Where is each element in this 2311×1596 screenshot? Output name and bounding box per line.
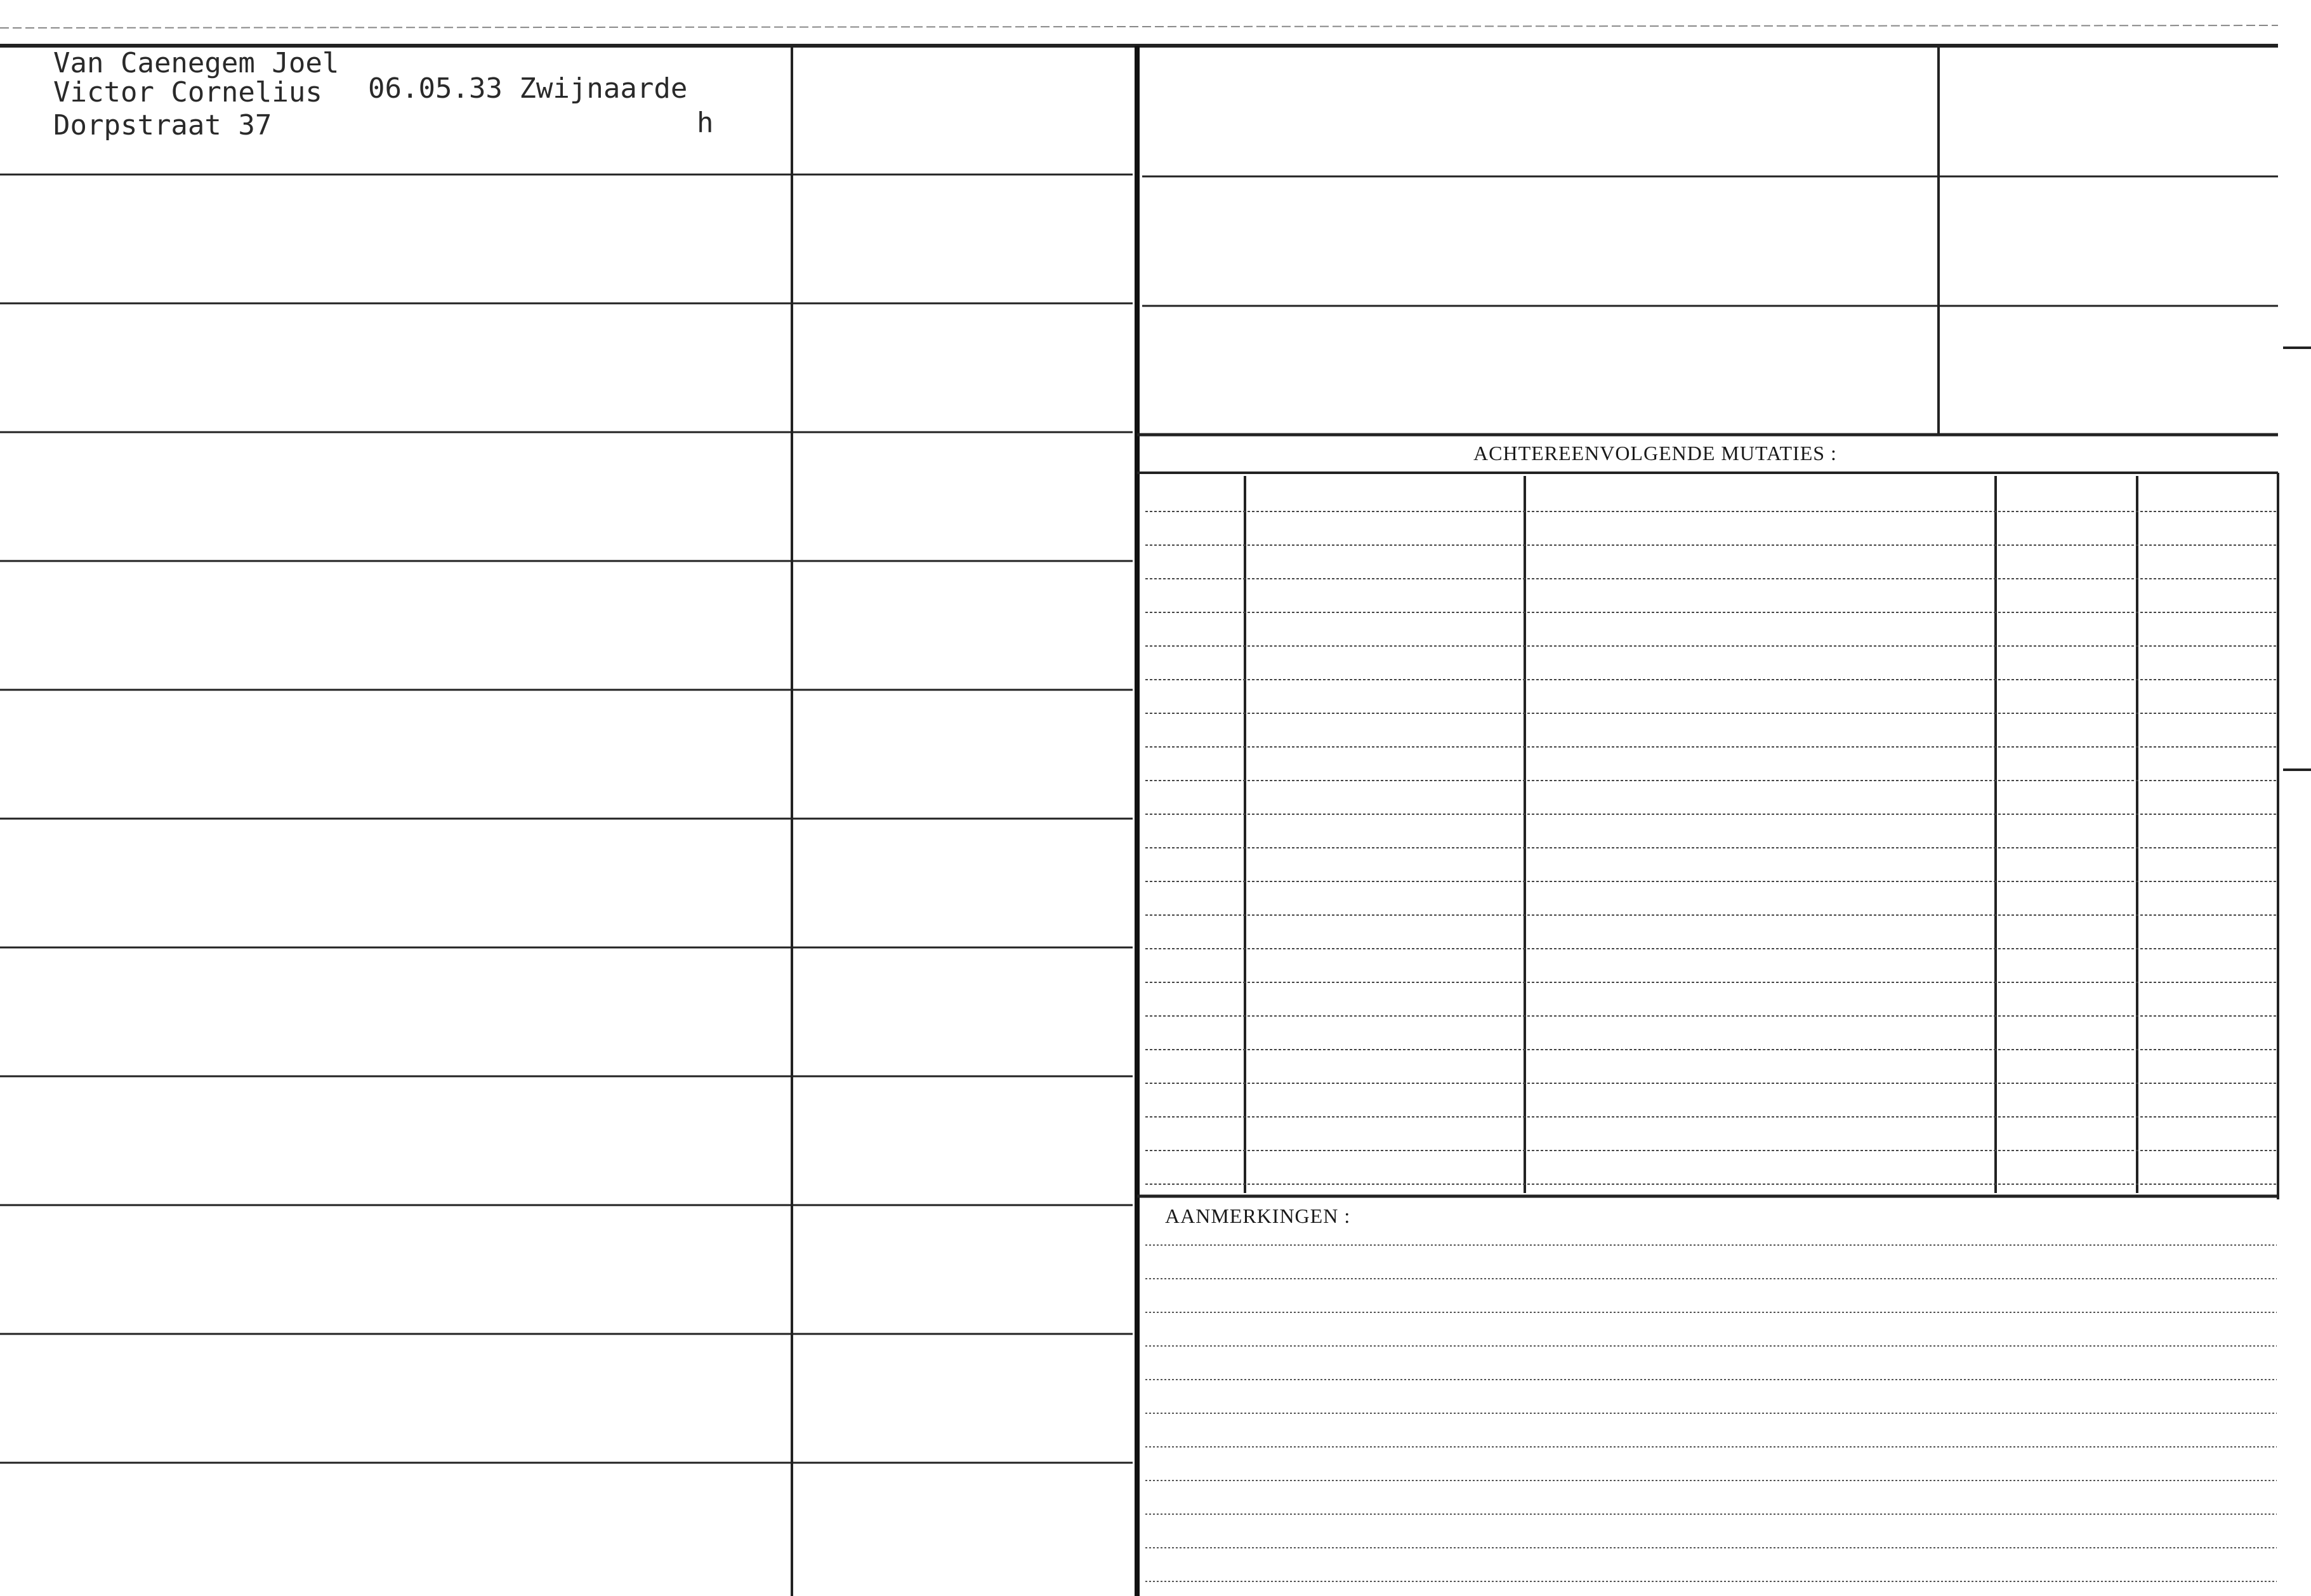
mutations-heading: ACHTEREENVOLGENDE MUTATIES : — [1473, 442, 1837, 465]
remarks-heading: AANMERKINGEN : — [1165, 1204, 1351, 1227]
entry-mark: h — [697, 107, 714, 139]
entry-name: Van Caenegem Joel — [53, 47, 339, 79]
entry-birth-date-place: 06.05.33 Zwijnaarde — [368, 72, 688, 105]
entry-given-names: Victor Cornelius — [53, 76, 322, 109]
entry-address: Dorpstraat 37 — [53, 109, 272, 142]
